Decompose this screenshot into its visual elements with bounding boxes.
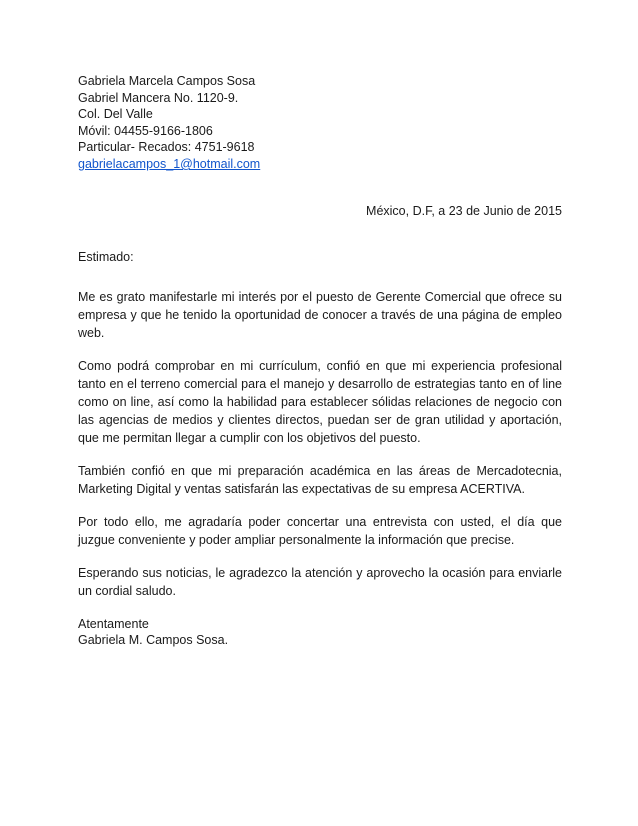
closing: Atentamente bbox=[78, 617, 149, 631]
body-paragraph: Como podrá comprobar en mi currículum, confió en que mi experiencia profesional tanto en el terreno comercial para el manejo y desarrollo de estrategias tanto en of line como on line, así como la habilidad para establecer sólidas relaciones de negocio con las agencias de medios y clientes directos, puedan ser de gran utilidad y aportación, que me permitan llegar a cumplir con los objetivos del puesto. bbox=[78, 359, 562, 445]
body-paragraph: Me es grato manifestarle mi interés por el puesto de Gerente Comercial que ofrece su empresa y que he tenido la oportunidad de conocer a través de una página de empleo web. bbox=[78, 290, 562, 340]
body-paragraph: Esperando sus noticias, le agradezco la atención y aprovecho la ocasión para enviarle un cordial saludo. bbox=[78, 566, 562, 598]
sender-mobile: Móvil: 04455-9166-1806 bbox=[78, 123, 213, 138]
sender-colony: Col. Del Valle bbox=[78, 107, 153, 122]
date-line: México, D.F, a 23 de Junio de 2015 bbox=[366, 204, 562, 218]
signature: Gabriela M. Campos Sosa. bbox=[78, 633, 229, 647]
sender-phone: Particular- Recados: 4751-9618 bbox=[78, 140, 255, 155]
sender-street: Gabriel Mancera No. 1120-9. bbox=[78, 90, 239, 105]
greeting: Estimado: bbox=[78, 250, 134, 264]
sender-block bbox=[78, 73, 378, 173]
sender-email-link[interactable]: gabrielacampos_1@hotmail.com bbox=[78, 156, 261, 171]
letter-body bbox=[78, 248, 562, 648]
sender-name: Gabriela Marcela Campos Sosa bbox=[78, 74, 256, 88]
body-paragraph: Por todo ello, me agradaría poder concertar una entrevista con usted, el día que juzgue conveniente y poder ampliar personalmente la información que precise. bbox=[78, 515, 562, 547]
body-paragraph: También confió en que mi preparación académica en las áreas de Mercadotecnia, Marketing Digital y ventas satisfarán las expectativas de su empresa ACERTIVA. bbox=[78, 464, 562, 496]
